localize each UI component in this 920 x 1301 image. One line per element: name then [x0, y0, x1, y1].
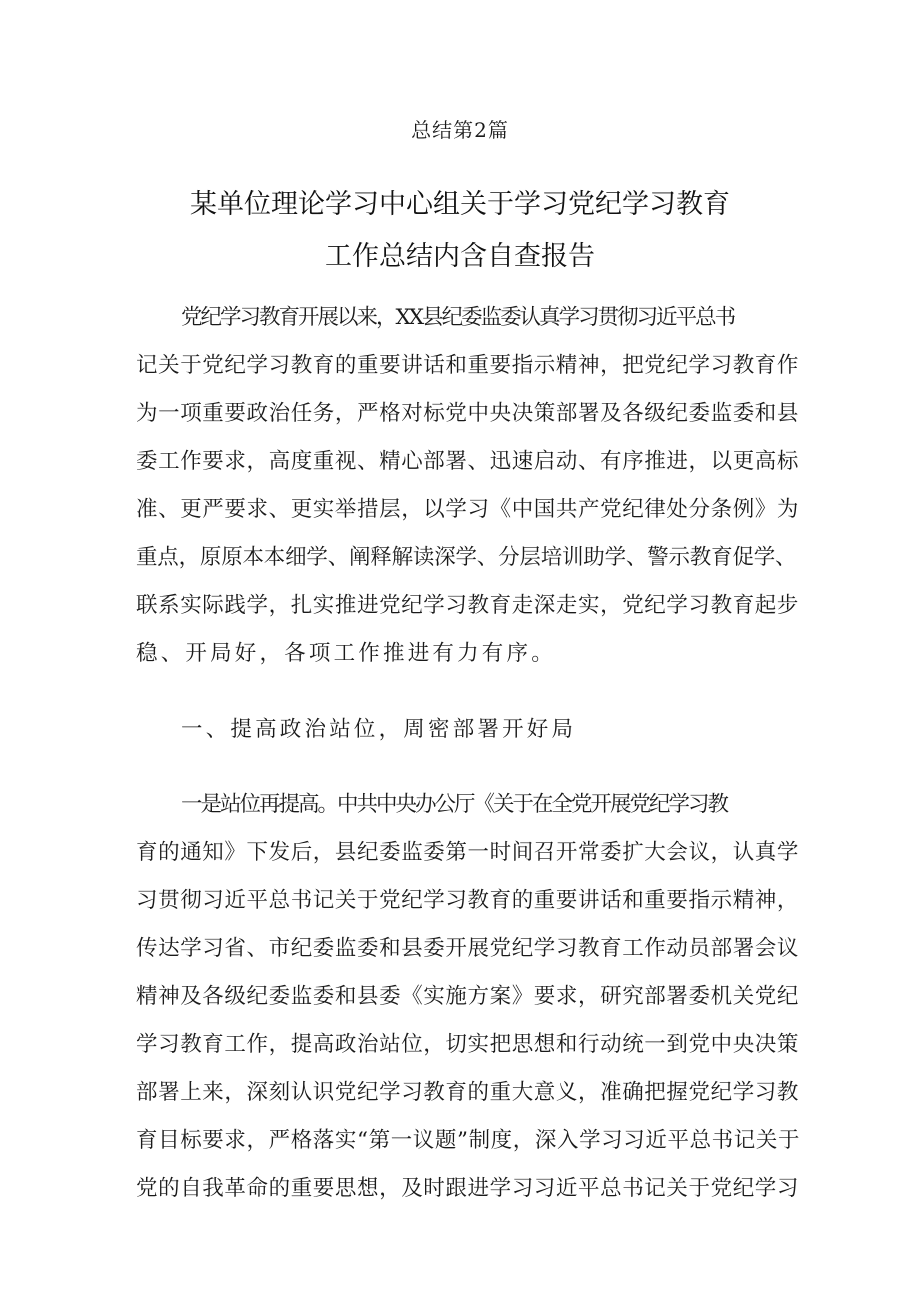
- paragraph-line: 记关于党纪学习教育的重要讲话和重要指示精神，把党纪学习教育作: [136, 353, 800, 378]
- paragraph-line: 重点，原原本本细学、阐释解读深学、分层培训助学、警示教育促学、: [136, 545, 797, 570]
- paragraph-line: 党的自我革命的重要思想，及时跟进学习习近平总书记关于党纪学习: [136, 1176, 800, 1201]
- paragraph-line: 部署上来，深刻认识党纪学习教育的重大意义，准确把握党纪学习教: [136, 1080, 800, 1105]
- paragraph-line: 联系实际践学，扎实推进党纪学习教育走深走实，党纪学习教育起步: [136, 593, 800, 618]
- paragraph-line: 为一项重要政治任务，严格对标党中央决策部署及各级纪委监委和县: [136, 401, 800, 426]
- paragraph-line: 育目标要求，严格落实“第一议题”制度，深入学习习近平总书记关于: [136, 1128, 801, 1153]
- paragraph-line: 党纪学习教育开展以来，XX县纪委监委认真学习贯彻习近平总书: [181, 305, 735, 330]
- document-title-line-2: 工作总结内含自查报告: [325, 241, 595, 272]
- paragraph-line: 学习教育工作，提高政治站位，切实把思想和行动统一到党中央决策: [136, 1032, 800, 1057]
- document-title-line-1: 某单位理论学习中心组关于学习党纪学习教育: [190, 189, 730, 220]
- paragraph-line: 习贯彻习近平总书记关于党纪学习教育的重要讲话和重要指示精神，: [136, 888, 800, 913]
- paragraph-line: 精神及各级纪委监委和县委《实施方案》要求，研究部署委机关党纪: [136, 984, 800, 1009]
- paragraph-line: 育的通知》下发后，县纪委监委第一时间召开常委扩大会议，认真学: [136, 840, 800, 865]
- section-heading: 一、提高政治站位，周密部署开好局: [181, 717, 577, 742]
- paragraph-line: 委工作要求，高度重视、精心部署、迅速启动、有序推进，以更高标: [136, 449, 800, 474]
- paragraph-line: 稳、开局好，各项工作推进有力有序。: [136, 641, 556, 666]
- paragraph-line: 传达学习省、市纪委监委和县委开展党纪学习教育工作动员部署会议: [136, 936, 800, 961]
- document-header-label: 总结第2篇: [411, 118, 509, 142]
- paragraph-line: 一是站位再提高。中共中央办公厅《关于在全党开展党纪学习教: [181, 792, 728, 817]
- paragraph-line: 准、更严要求、更实举措层，以学习《中国共产党纪律处分条例》为: [136, 497, 800, 522]
